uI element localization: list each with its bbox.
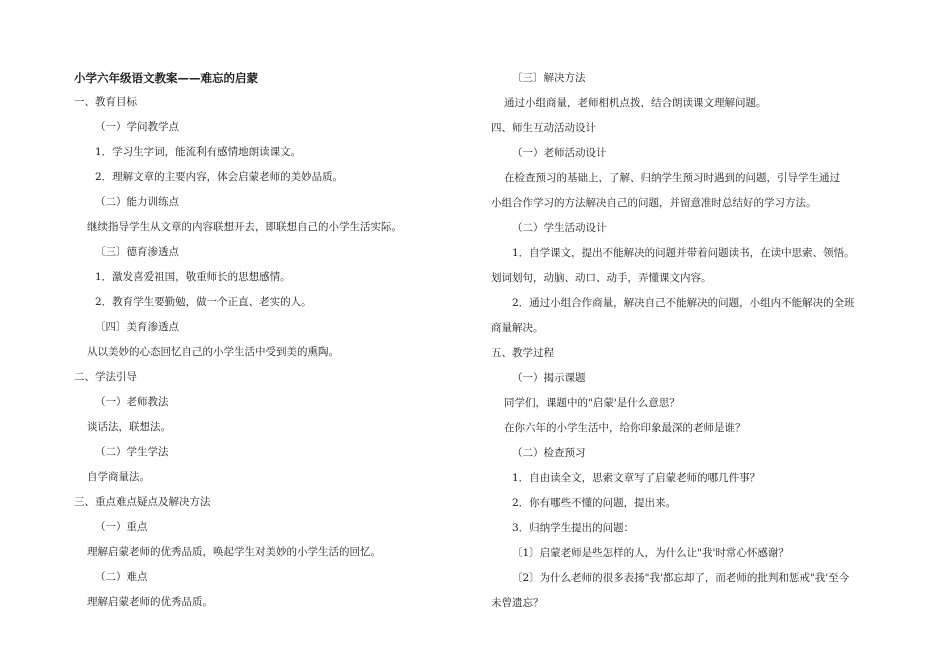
right-text-line: 在你六年的小学生活中，给你印象最深的老师是谁？: [504, 422, 746, 434]
left-text-line: 2．教育学生要勤勉，做一个正直、老实的人。: [95, 296, 312, 308]
right-text-line: 在检查预习的基础上，了解、归纳学生预习时遇到的问题，引导学生通过: [504, 172, 840, 184]
right-text-line: 2．通过小组合作商量，解决自己不能解决的问题，小组内不能解决的全班: [512, 297, 855, 309]
left-text-line: （一）重点: [95, 521, 148, 533]
left-text-line: 谈话法，联想法。: [87, 421, 171, 433]
right-text-line: 小组合作学习的方法解决自己的问题，并留意准时总结好的学习方法。: [491, 197, 817, 209]
left-text-line: 一、教育目标: [74, 96, 137, 108]
left-text-line: （二）学生学法: [95, 446, 169, 458]
left-text-line: 1．激发喜爱祖国，敬重师长的思想感情。: [95, 271, 291, 283]
left-text-line: 二、学法引导: [74, 371, 137, 383]
right-text-line: 未曾遗忘？: [491, 597, 544, 609]
right-text-line: 通过小组商量，老师相机点拨，结合朗读课文理解问题。: [504, 97, 767, 109]
left-text-line: （二）难点: [95, 571, 148, 583]
right-column: [491, 66, 875, 616]
left-text-line: 理解启蒙老师的优秀品质，唤起学生对美妙的小学生活的回忆。: [87, 546, 381, 558]
left-text-line: 2．理解文章的主要内容，体会启蒙老师的美妙品质。: [95, 171, 344, 183]
right-text-line: 1．自学课文，提出不能解决的问题并带着问题读书，在读中思索、领悟。: [512, 247, 855, 259]
right-text-line: 1．自由读全文，思索文章写了启蒙老师的哪几件事？: [512, 472, 761, 484]
right-text-line: 〔三〕解决方法: [512, 72, 586, 84]
left-column: [74, 66, 458, 615]
left-text-line: （一）学问教学点: [95, 121, 179, 133]
right-text-line: 五、教学过程: [491, 347, 554, 359]
right-text-line: 2．你有哪些不懂的问题，提出来。: [512, 497, 677, 509]
right-text-line: 划词划句，动脑、动口、动手，弄懂课文内容。: [491, 272, 712, 284]
right-text-line: 四、师生互动活动设计: [491, 122, 596, 134]
right-text-line: 〔1〕启蒙老师是些怎样的人，为什么让"我'时常心怀感谢？: [512, 547, 789, 559]
left-text-line: 继续指导学生从文章的内容联想开去，即联想自己的小学生活实际。: [87, 221, 402, 233]
right-text-line: （一）揭示课题: [512, 372, 586, 384]
right-text-line: 〔2〕为什么老师的很多表扬"我'都忘却了，而老师的批判和惩戒"我'至今: [512, 572, 850, 584]
left-text-line: 理解启蒙老师的优秀品质。: [87, 596, 213, 608]
right-text-line: （二）检查预习: [512, 447, 586, 459]
left-text-line: 自学商量法。: [87, 471, 150, 483]
left-text-line: 从以美妙的心态回忆自己的小学生活中受到美的熏陶。: [87, 346, 339, 358]
right-text-line: 同学们，课题中的"启蒙'是什么意思？: [504, 397, 680, 409]
left-text-line: （一）老师教法: [95, 396, 169, 408]
left-text-line: 1．学习生字词，能流利有感情地朗读课文。: [95, 146, 302, 158]
left-text-line: 〔三〕德育渗透点: [95, 246, 179, 258]
left-text-line: （二）能力训练点: [95, 196, 179, 208]
left-text-line: 三、重点难点疑点及解决方法: [74, 496, 211, 508]
right-text-line: （二）学生活动设计: [512, 222, 607, 234]
right-text-line: 商量解决。: [491, 322, 544, 334]
right-text-line: 3．归纳学生提出的问题：: [512, 522, 635, 534]
document-title: 小学六年级语文教案——难忘的启蒙: [74, 71, 258, 85]
left-text-line: 〔四〕美育渗透点: [95, 321, 179, 333]
right-text-line: （一）老师活动设计: [512, 147, 607, 159]
